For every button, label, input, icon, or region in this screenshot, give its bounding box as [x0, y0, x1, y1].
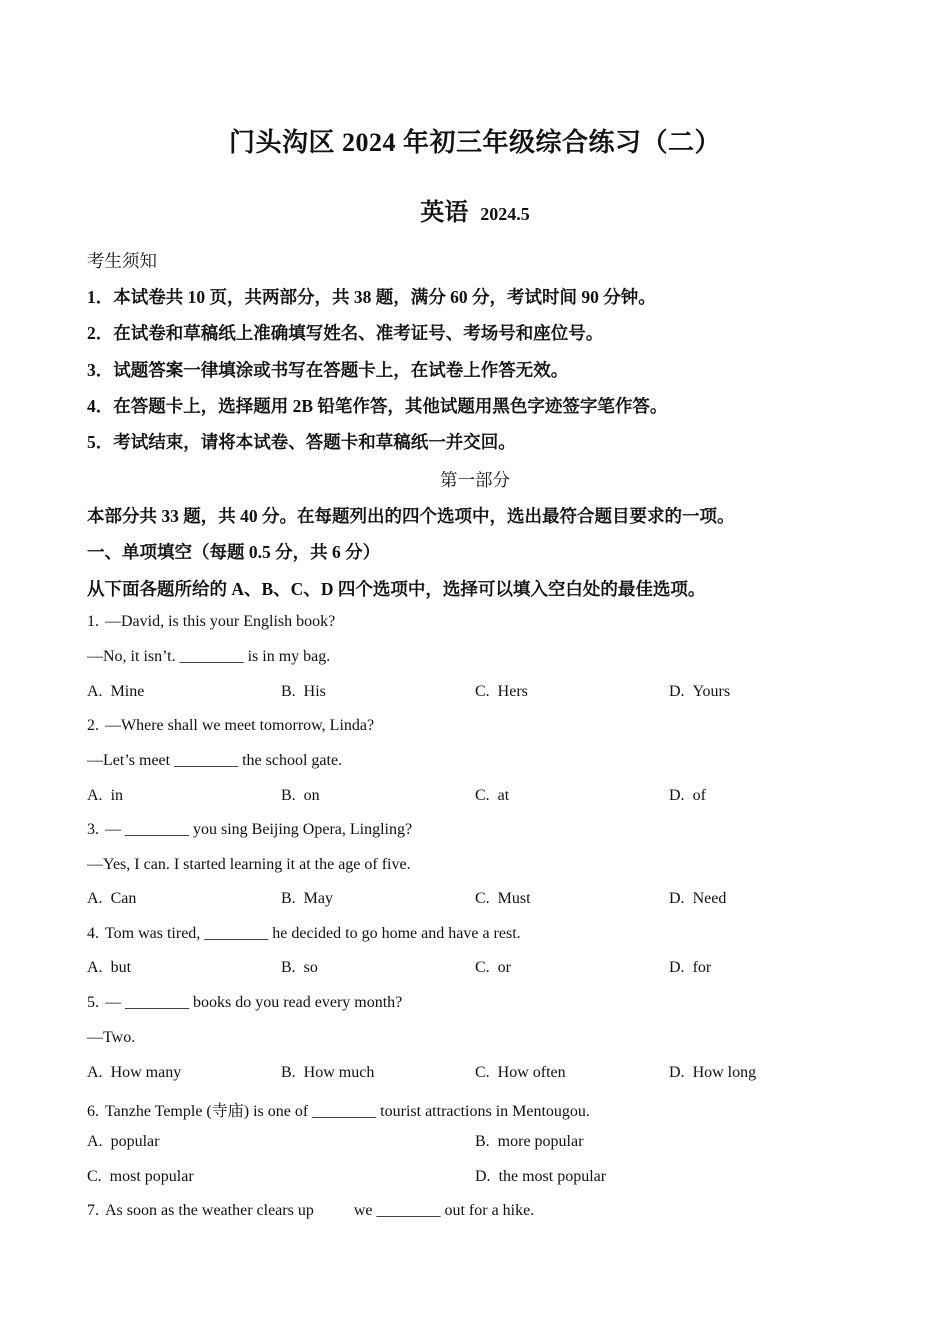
option-a: A. popular	[87, 1133, 160, 1150]
question-number: 4.	[87, 925, 99, 942]
option-c: C. Hers	[475, 683, 528, 700]
question-stem: 1. —David, is this your English book?	[87, 613, 336, 630]
option-b: B. on	[281, 787, 320, 804]
question-line: —Two.	[87, 1029, 136, 1046]
section-instruction: 从下面各题所给的 A、B、C、D 四个选项中，选择可以填入空白处的最佳选项。	[87, 579, 706, 599]
option-b: B. more popular	[475, 1133, 584, 1150]
option-a: A. in	[87, 787, 124, 804]
question-number: 2.	[87, 717, 99, 734]
option-d: D. Need	[669, 890, 727, 907]
option-b: B. How much	[281, 1064, 375, 1081]
option-d: D. the most popular	[475, 1168, 607, 1185]
section-title: 一、单项填空（每题 0.5 分，共 6 分）	[87, 542, 381, 562]
question-stem: 5. — ________ books do you read every month?	[87, 994, 403, 1011]
option-a: A. but	[87, 959, 132, 976]
option-d: D. for	[669, 959, 712, 976]
notice-heading: 考生须知	[87, 251, 157, 271]
option-c: C. or	[475, 959, 511, 976]
option-a: A. Can	[87, 890, 137, 907]
option-b: B. His	[281, 683, 326, 700]
exam-date: 2024.5	[480, 204, 530, 224]
exam-title: 门头沟区 2024 年初三年级综合练习（二）	[228, 128, 721, 157]
notice-item: 3．试题答案一律填涂或书写在答题卡上，在试卷上作答无效。	[87, 360, 569, 380]
option-a: A. Mine	[87, 683, 145, 700]
part-intro: 本部分共 33 题，共 40 分。在每题列出的四个选项中，选出最符合题目要求的一项。	[87, 506, 735, 526]
option-c: C. most popular	[87, 1168, 194, 1185]
notice-item: 5．考试结束，请将本试卷、答题卡和草稿纸一并交回。	[87, 432, 516, 452]
notice-item: 1．本试卷共 10 页，共两部分，共 38 题，满分 60 分，考试时间 90 分钟。	[87, 287, 656, 307]
question-number: 5.	[87, 994, 99, 1011]
question-line: —Yes, I can. I started learning it at the age of five.	[87, 856, 411, 873]
option-b: B. so	[281, 959, 318, 976]
option-d: D. Yours	[669, 683, 731, 700]
question-number: 7.	[87, 1202, 99, 1219]
option-c: C. Must	[475, 890, 531, 907]
question-stem: 2. —Where shall we meet tomorrow, Linda?	[87, 717, 375, 734]
question-stem: 3. — ________ you sing Beijing Opera, Lingling?	[87, 821, 413, 838]
subject-name: 英语	[420, 200, 469, 226]
question-stem: 6. Tanzhe Temple (寺庙) is one of ________ tourist attractions in Mentougou.	[87, 1103, 590, 1120]
subject-heading	[0, 192, 950, 227]
notice-item: 2．在试卷和草稿纸上准确填写姓名、准考证号、考场号和座位号。	[87, 323, 604, 343]
option-a: A. How many	[87, 1064, 182, 1081]
option-b: B. May	[281, 890, 333, 907]
question-stem: 7. As soon as the weather clears up we ________ out for a hike.	[87, 1202, 535, 1219]
question-number: 1.	[87, 613, 99, 630]
question-line: —Let’s meet ________ the school gate.	[87, 752, 343, 769]
question-number: 6.	[87, 1103, 99, 1120]
question-line: —No, it isn’t. ________ is in my bag.	[87, 648, 331, 665]
notice-item: 4．在答题卡上，选择题用 2B 铅笔作答，其他试题用黑色字迹签字笔作答。	[87, 396, 668, 416]
part-heading: 第一部分	[440, 470, 510, 490]
option-c: C. at	[475, 787, 510, 804]
option-d: D. of	[669, 787, 706, 804]
option-c: C. How often	[475, 1064, 566, 1081]
question-stem: 4. Tom was tired, ________ he decided to go home and have a rest.	[87, 925, 521, 942]
option-d: D. How long	[669, 1064, 757, 1081]
question-number: 3.	[87, 821, 99, 838]
